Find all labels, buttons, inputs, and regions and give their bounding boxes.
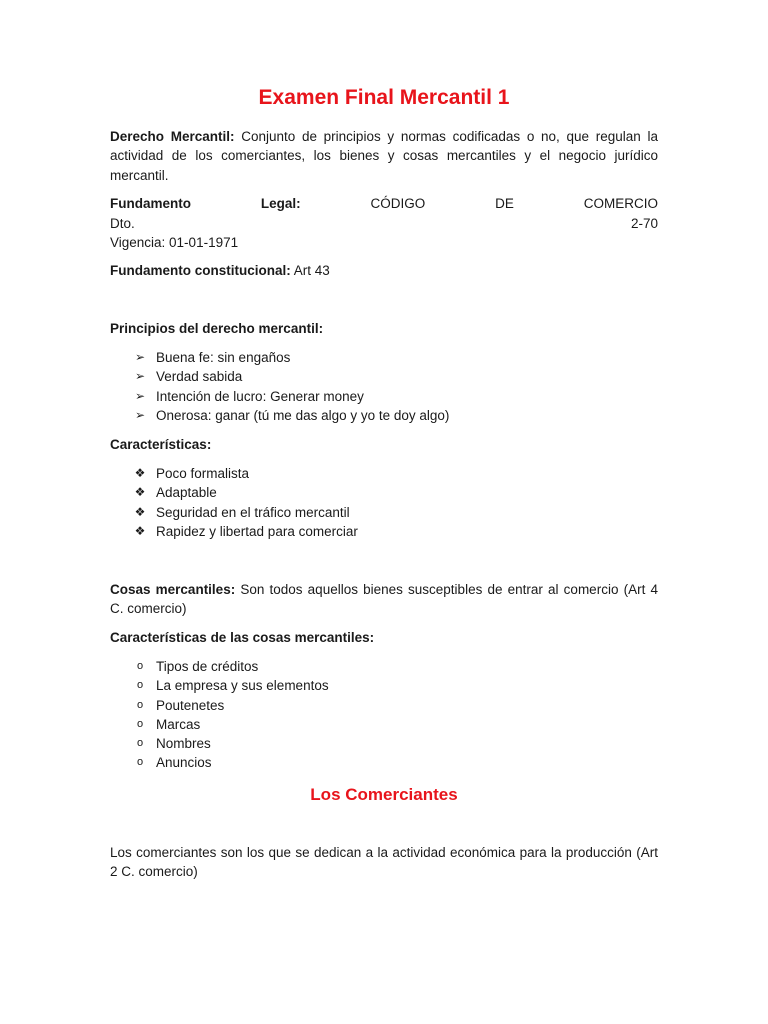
decreto-row [110,214,658,233]
cosas-mercantiles-paragraph [110,580,658,619]
list-item: ➢ Intención de lucro: Generar money [110,387,658,406]
fundamento-constitucional-text: Art 43 [290,263,330,278]
circle-bullet-icon: o [136,679,144,692]
legal-word: Legal: [260,196,301,211]
arrow-bullet-icon: ➢ [134,388,146,403]
diamond-bullet-icon: ❖ [134,523,146,538]
cosas-mercantiles-text: Son todos aquellos bienes susceptibles de entrar al comercio (Art 4 C. comercio) [110,582,658,617]
list-item: ❖ Rapidez y libertad para comerciar [110,522,658,541]
document-title: Examen Final Mercantil 1 [258,86,510,109]
decreto-label: Dto. [110,216,135,231]
principios-list [110,348,658,425]
comerciantes-heading: Los Comerciantes [310,785,458,804]
list-item: o Nombres [110,734,658,753]
list-item: o Tipos de créditos [110,657,658,676]
caracteristicas-heading: Características: [110,437,212,452]
cosas-mercantiles-label: Cosas mercantiles: [110,582,236,597]
fundamento-constitucional-label: Fundamento constitucional: [110,263,291,278]
list-item: o La empresa y sus elementos [110,676,658,695]
circle-bullet-icon: o [136,660,144,672]
list-item: ➢ Verdad sabida [110,367,658,386]
list-item: ➢ Buena fe: sin engaños [110,348,658,367]
principios-heading: Principios del derecho mercantil: [110,321,324,336]
arrow-bullet-icon: ➢ [134,407,146,422]
list-item: o Anuncios [110,753,658,772]
arrow-bullet-icon: ➢ [134,369,146,384]
comerciantes-paragraph: Los comerciantes son los que se dedican a la actividad económica para la producción (Art 2 C. comercio) [110,845,658,880]
derecho-mercantil-text: Conjunto de principios y normas codificadas o no, que regulan la actividad de los comerciantes, los bienes y cosas mercantiles y el negocio jurídico mercantil. [110,129,658,183]
de-word: DE [495,196,514,211]
circle-bullet-icon: o [136,737,144,750]
circle-bullet-icon: o [136,698,144,711]
diamond-bullet-icon: ❖ [134,504,146,519]
list-item: ❖ Adaptable [110,483,658,502]
vigencia-line: Vigencia: 01-01-1971 [110,235,239,250]
fundamento-constitucional-line [110,261,658,280]
circle-bullet-icon: o [136,756,144,769]
diamond-bullet-icon: ❖ [134,466,146,480]
derecho-mercantil-label: Derecho Mercantil: [110,129,235,144]
comercio-word: COMERCIO [583,196,658,211]
caracteristicas-list [110,464,658,541]
list-item: ❖ Seguridad en el tráfico mercantil [110,503,658,522]
derecho-mercantil-paragraph [110,127,658,185]
list-item: o Poutenetes [110,696,658,715]
fundamento-legal-row [110,194,658,213]
codigo-word: CÓDIGO [370,196,426,211]
fundamento-word: Fundamento [110,196,191,211]
caracteristicas-cosas-list [110,657,658,773]
decreto-number: 2-70 [630,216,658,231]
caracteristicas-cosas-heading: Características de las cosas mercantiles: [110,630,375,645]
arrow-bullet-icon: ➢ [134,350,146,364]
list-item: ➢ Onerosa: ganar (tú me das algo y yo te doy algo) [110,406,658,425]
list-item: ❖ Poco formalista [110,464,658,483]
circle-bullet-icon: o [136,717,144,730]
list-item: o Marcas [110,715,658,734]
diamond-bullet-icon: ❖ [134,485,146,500]
